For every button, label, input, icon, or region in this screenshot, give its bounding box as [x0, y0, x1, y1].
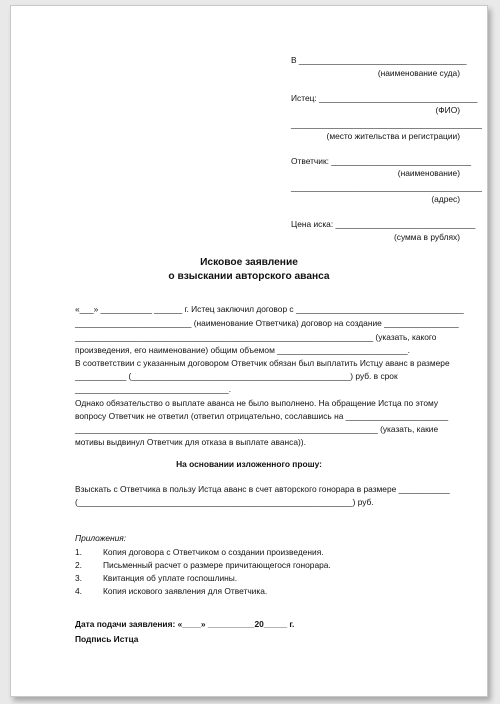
- body-line: _________________________________.: [75, 384, 232, 394]
- address-note: (адрес): [431, 194, 460, 204]
- body-line: ________________________________________________________________ (указать, какого: [75, 332, 437, 342]
- body-line: «___» ___________ ______ г. Истец заключил договор с ____________________________________: [75, 304, 464, 314]
- filing-date-line: Дата подачи заявления: «____» __________20_____ г.: [75, 619, 295, 629]
- document-subtitle: о взыскании авторского аванса: [168, 271, 330, 282]
- body-line: произведения, его наименование) общим объемом ____________________________.: [75, 345, 410, 355]
- body-line: Однако обязательство о выплате аванса не было выполнено. На обращение Истца по этому: [75, 398, 439, 408]
- basis-heading: На основании изложенного прошу:: [176, 459, 322, 469]
- attachment-number: 3.: [75, 573, 82, 583]
- attachment-number: 4.: [75, 586, 82, 596]
- document-page: [10, 5, 488, 697]
- signature-line: Подпись Истца: [75, 634, 139, 644]
- defendant-line: Ответчик: ______________________________: [291, 156, 472, 166]
- document-title: Исковое заявление: [200, 257, 298, 268]
- plaintiff-blank-line: _________________________________________: [291, 119, 482, 129]
- request-line: (___________________________________________________________) руб.: [75, 497, 374, 507]
- body-line: _________________________________________________________________ (указать, какие: [75, 424, 439, 434]
- attachment-text: Копия договора с Ответчиком о создании произведения.: [103, 547, 324, 557]
- attachments-heading: Приложения:: [75, 533, 127, 543]
- court-note: (наименование суда): [377, 68, 460, 78]
- body-line: _________________________ (наименование Ответчика) договор на создание ________________: [75, 318, 459, 328]
- body-line: вопросу Ответчик не ответил (ответил отрицательно, сославшись на ______________________: [75, 411, 449, 421]
- body-line: ___________ (_______________________________________________) руб. в срок: [75, 371, 398, 381]
- defendant-blank-line: _________________________________________: [291, 182, 482, 192]
- court-line: В ____________________________________: [291, 55, 467, 65]
- attachment-text: Квитанция об уплате госпошлины.: [103, 573, 238, 583]
- claim-price-line: Цена иска: ______________________________: [291, 219, 476, 229]
- body-line: В соответствии с указанным договором Ответчик обязан был выплатить Истцу аванс в размере: [75, 358, 450, 368]
- body-line: мотивы выдвинул Ответчик для отказа в выплате аванса)).: [75, 437, 306, 447]
- plaintiff-note: (ФИО): [435, 105, 460, 115]
- claim-price-note: (сумма в рублях): [393, 232, 460, 242]
- attachment-text: Письменный расчет о размере причитающегося гонорара.: [103, 560, 331, 570]
- attachment-number: 1.: [75, 547, 82, 557]
- defendant-note: (наименование): [397, 168, 460, 178]
- request-line: Взыскать с Ответчика в пользу Истца аванс в счет авторского гонорара в размере ___________: [75, 484, 450, 494]
- residence-note: (место жительства и регистрации): [326, 131, 460, 141]
- plaintiff-line: Истец: __________________________________: [291, 93, 478, 103]
- attachment-text: Копия искового заявления для Ответчика.: [103, 586, 268, 596]
- attachment-number: 2.: [75, 560, 82, 570]
